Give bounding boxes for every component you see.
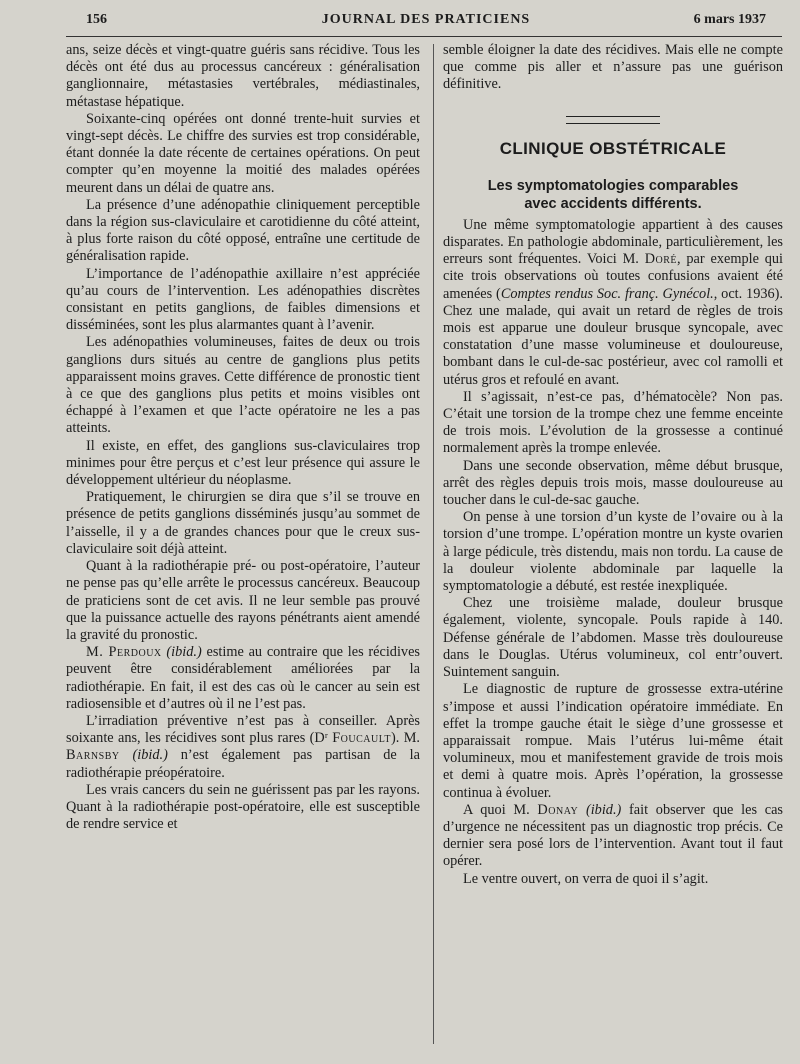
page-header [86,8,766,34]
paragraph-text: n’est également pas partisan de la radiothérapie préopératoire. [66,747,420,781]
article-title-line-2: avec accidents différents. [524,195,702,212]
left-paragraph-3: La présence d’une adénopathie cliniquement perceptible dans la région sus-claviculaire et carotidienne du côté atteint, à plus forte raison du côté opposé, entraîne une certitude de généralisation rapide. [66,196,420,265]
right-paragraph-3: Il s’agissait, n’est-ce pas, d’hématocèle? Non pas. C’était une torsion de la trompe chez une femme enceinte de trois mois. L’évolution de la grossesse a continué normalement après la trompe enlevée. [443,388,783,457]
paragraph-text: estime au contraire que les récidives peuvent être considérablement améliorées par la radiothérapie. En fait, il est des cas où le cancer au sein est radiosensible et d’autres où il ne l’est pas. [66,644,420,712]
right-paragraph-8 [443,802,783,871]
left-paragraph-5: Les adénopathies volumineuses, faites de deux ou trois ganglions durs situés au centre de ganglions plus petits apparaissent moins graves. Cette différence de pronostic tient à ce que des ganglions plus petits et moins visibles ont échappé à l’examen et que l’acte opératoire ne les a pas atteints. [66,334,420,437]
paragraph-text: A quoi M. [463,801,538,818]
paragraph-text: fait observer que les cas d’urgence ne nécessitent pas un diagnostic trop précis. Ce dernier sera posé lors de l’intervention. Avant tout il faut opérer. [443,801,783,870]
journal-title: JOURNAL DES PRATICIENS [321,12,531,27]
ibid-reference: (ibid.) [166,644,202,661]
article-title-line-1: Les symptomatologies comparables [487,177,739,194]
journal-reference: Comptes rendus Soc. franç. Gynécol. [500,285,714,302]
author-name-foucault: Foucault [332,730,392,747]
right-column [443,42,783,888]
left-paragraph-6: Il existe, en effet, des ganglions sus-claviculaires trop minimes pour être perçus et c’est leur présence qui assure le développement ultérieur du néoplasme. [66,437,420,489]
section-separator [566,116,660,124]
author-name-donay: Donay [537,801,579,818]
left-paragraph-11: Les vrais cancers du sein ne guérissent pas par les rayons. Quant à la radiothérapie post-opératoire, elle est susceptible de rendre service et [66,781,420,833]
right-paragraph-7: Le diagnostic de rupture de grossesse extra-utérine s’impose et aussi l’indication opératoire immédiate. En effet la trompe gauche était le siège d’une grossesse et apparaissait rompue. Mais l’utérus lui-même était volumineux, mou et manifestement gravide de trois mois et demi à quatre mois. Après l’opération, la grossesse continua à évoluer. [443,681,783,801]
left-paragraph-10 [66,713,420,782]
paragraph-text: ). M. [391,730,420,747]
right-paragraph-4: Dans une seconde observation, même début brusque, arrêt des règles depuis trois mois, masse douloureuse au toucher dans le cul-de-sac gauche. [443,457,783,509]
left-paragraph-2: Soixante-cinq opérées ont donné trente-huit survies et vingt-sept décès. Le chiffre des survies est trop considérable, étant donnée la date récente de certaines opérations. On peut compter qu’en moyenne la moitié des malades opérées meurent dans un délai de quatre ans. [66,110,420,196]
right-paragraph-6: Chez une troisième malade, douleur brusque également, violente, syncopale. Pouls rapide à 140. Défense générale de l’abdomen. Masse très douloureuse dans le Douglas. Utérus volumineux, col entr’ouvert. Suintement sanguin. [443,595,783,681]
article-title [443,177,783,213]
issue-date: 6 mars 1937 [693,12,766,27]
left-paragraph-9 [66,644,420,713]
left-column [66,42,420,833]
paragraph-text: L’irradiation préventive n’est pas à conseiller. Après soixante ans, les récidives sont plus rares (Dʳ [66,712,420,747]
right-paragraph-1: semble éloigner la date des récidives. Mais elle ne compte que comme pis aller et n’assure pas une guérison définitive. [443,42,783,93]
left-paragraph-1: ans, seize décès et vingt-quatre guéris sans récidive. Tous les décès ont été dus au processus cancéreux : généralisation ganglionnaire, métastasies vertébrales, médiastinales, métastase hépatique. [66,42,420,110]
right-paragraph-5: On pense à une torsion d’un kyste de l’ovaire ou à la torsion d’une trompe. L’opération montre un kyste ovarien à large pédicule, très distendu, mais non tordu. La cause de la douleur violente abdominale par laquelle la symptomatologie a débuté, est restée inexpliquée. [443,509,783,595]
page-number: 156 [86,12,107,27]
paragraph-text: , par exemple qui cite trois observations où toutes confusions avaient été amenées ( [443,251,784,302]
left-paragraph-7: Pratiquement, le chirurgien se dira que s’il se trouve en présence de petits ganglions disséminés jusqu’au sommet de l’aisselle, il y a de grandes chances pour que le creux sus-claviculaire soit déjà atteint. [66,489,420,557]
author-name-perdoux: M. Perdoux [86,644,162,661]
ibid-reference: (ibid.) [578,801,622,818]
right-paragraph-9: Le ventre ouvert, on verra de quoi il s’agit. [463,870,709,887]
column-divider [433,44,434,1044]
left-paragraph-8: Quant à la radiothérapie pré- ou post-opératoire, l’auteur ne pense pas qu’elle arrête le processus cancéreux. Beaucoup de praticiens sont de cet avis. Il ne leur semble pas prouvé que la puissance actuelle des rayons pénétrants aient amendé la gravité du pronostic. [66,558,420,643]
author-name-barnsby: Barnsby [66,747,120,764]
author-name-dore: Doré [644,251,678,268]
paragraph-text: , oct. 1936). Chez une malade, qui avait un retard de règles de trois mois est apparue une douleur brusque syncopale, avec constatation d’une masse volumineuse et douloureuse, bombant dans le cul-de-sac postérieur, avec col ramolli et utérus gros et refoulé en avant. [443,285,783,388]
header-rule [66,36,782,37]
ibid-reference: (ibid.) [119,747,168,764]
right-paragraph-2 [443,217,783,389]
section-title: CLINIQUE OBSTÉTRICALE [499,138,727,158]
left-paragraph-4: L’importance de l’adénopathie axillaire n’est appréciée qu’au cours de l’intervention. Les adénopathies discrètes consistant en petits ganglions, de faibles dimensions et disséminées, sont les plus alarmantes quant à l’avenir. [66,265,420,334]
paragraph-text: Une même symptomatologie appartient à des causes disparates. En pathologie abdominale, particulièrement, les erreurs sont fréquentes. Voici M. [443,216,783,268]
